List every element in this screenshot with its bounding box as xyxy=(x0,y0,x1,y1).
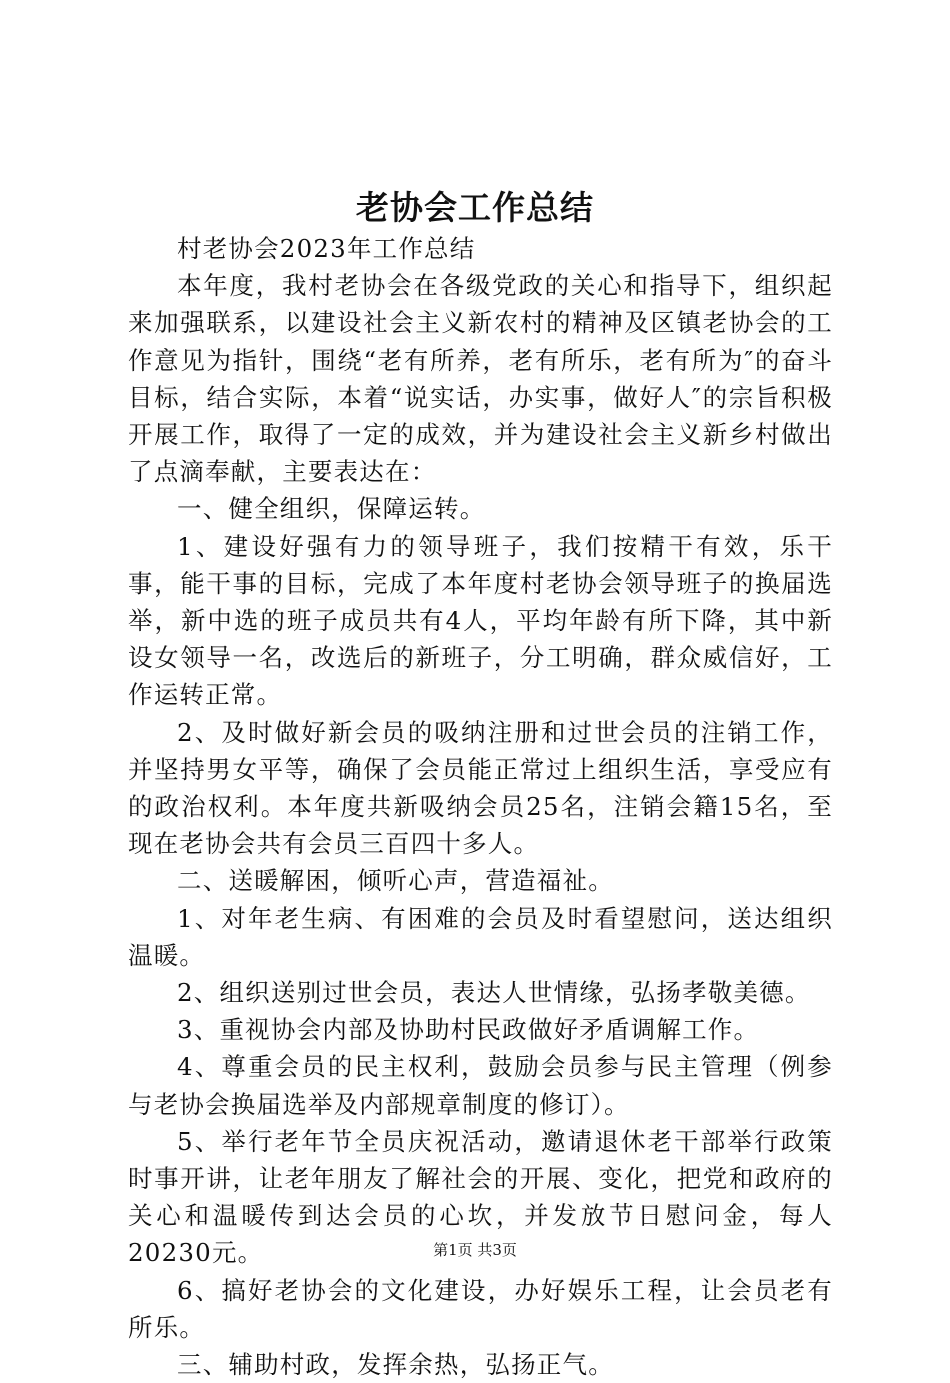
paragraph-item: 2、组织送别过世会员，表达人世情缘，弘扬孝敬美德。 xyxy=(177,978,811,1008)
document-title: 老协会工作总结 xyxy=(356,188,594,227)
paragraph-subtitle: 村老协会2023年工作总结 xyxy=(177,234,476,263)
document-body xyxy=(128,230,833,1383)
paragraph-item: 5、举行老年节全员庆祝活动，邀请退休老干部举行政策时事开讲，让老年朋友了解社会的开展、变化，把党和政府的关心和温暖传到达会员的心坎，并发放节日慰问金，每人20230元。 xyxy=(128,1126,833,1268)
paragraph-item: 1、建设好强有力的领导班子，我们按精干有效，乐干事，能干事的目标，完成了本年度村老协会领导班子的换届选举，新中选的班子成员共有4人，平均年龄有所下降，其中新设女领导一名，改选后的新班子，分工明确，群众威信好，工作运转正常。 xyxy=(128,531,833,710)
paragraph-intro: 本年度，我村老协会在各级党政的关心和指导下，组织起来加强联系，以建设社会主义新农村的精神及区镇老协会的工作意见为指针，围绕“老有所养，老有所乐，老有所为″的奋斗目标，结合实际，本着“说实话，办实事，做好人″的宗旨积极开展工作，取得了一定的成效，并为建设社会主义新乡村做出了点滴奉献，主要表达在： xyxy=(128,271,833,487)
paragraph-item: 1、对年老生病、有困难的会员及时看望慰问，送达组织温暖。 xyxy=(128,903,833,970)
paragraph-item: 6、搞好老协会的文化建设，办好娱乐工程，让会员老有所乐。 xyxy=(128,1275,833,1342)
section-heading-3: 三、辅助村政，发挥余热，弘扬正气。 xyxy=(177,1350,614,1380)
page-number-footer: 第1页 共3页 xyxy=(433,1241,517,1259)
section-heading-2: 二、送暖解困，倾听心声，营造福祉。 xyxy=(177,866,614,896)
paragraph-item: 3、重视协会内部及协助村民政做好矛盾调解工作。 xyxy=(177,1015,760,1045)
paragraph-item: 2、及时做好新会员的吸纳注册和过世会员的注销工作，并坚持男女平等，确保了会员能正常过上组织生活，享受应有的政治权利。本年度共新吸纳会员25名，注销会籍15名，至现在老协会共有会员三百四十多人。 xyxy=(128,717,833,859)
paragraph-item: 4、尊重会员的民主权利，鼓励会员参与民主管理（例参与老协会换届选举及内部规章制度的修订）。 xyxy=(128,1052,833,1119)
section-heading-1: 一、健全组织，保障运转。 xyxy=(177,494,486,524)
